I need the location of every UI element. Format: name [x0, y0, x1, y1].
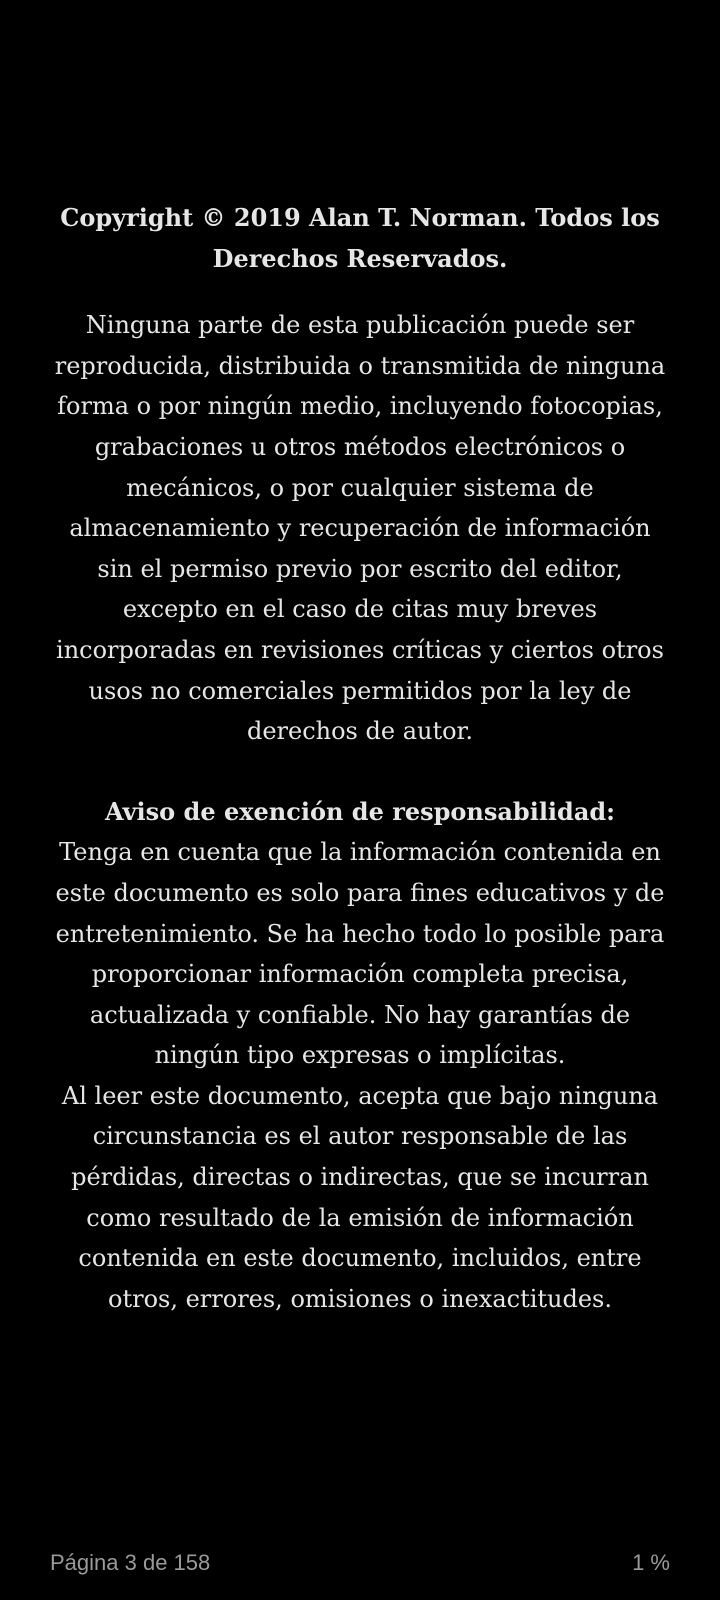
page-number-label: Página 3 de 158 [50, 1550, 211, 1575]
reader-footer [50, 1550, 670, 1590]
page-content [50, 198, 670, 1319]
disclaimer-title: Aviso de exención de responsabilidad: [104, 796, 616, 826]
reading-progress-label: 1 % [632, 1550, 670, 1575]
disclaimer-paragraph-2: Al leer este documento, acepta que bajo ninguna circunstancia es el autor responsable de las pérdidas, directas o indirectas, que se incurran como resultado de la emisión de información contenida en este documento, incluidos, entre otros, errores, omisiones o inexactitudes. [61, 1081, 659, 1313]
copyright-title: Copyright © 2019 Alan T. Norman. Todos los Derechos Reservados. [60, 203, 660, 273]
rights-paragraph: Ninguna parte de esta publicación puede ser reproducida, distribuida o transmitida de ninguna forma o por ningún medio, incluyendo fotocopias, grabaciones u otros métodos electrónicos o mecánicos, o por cualquier sistema de almacenamiento y recuperación de información sin el permiso previo por escrito del editor, excepto en el caso de citas muy breves incorporadas en revisiones críticas y ciertos otros usos no comerciales permitidos por la ley de derechos de autor. [54, 311, 666, 746]
disclaimer-paragraph-1: Tenga en cuenta que la información contenida en este documento es solo para fines educativos y de entretenimiento. Se ha hecho todo lo posible para proporcionar información completa precisa, actualizada y confiable. No hay garantías de ningún tipo expresas o implícitas. [55, 838, 665, 1070]
